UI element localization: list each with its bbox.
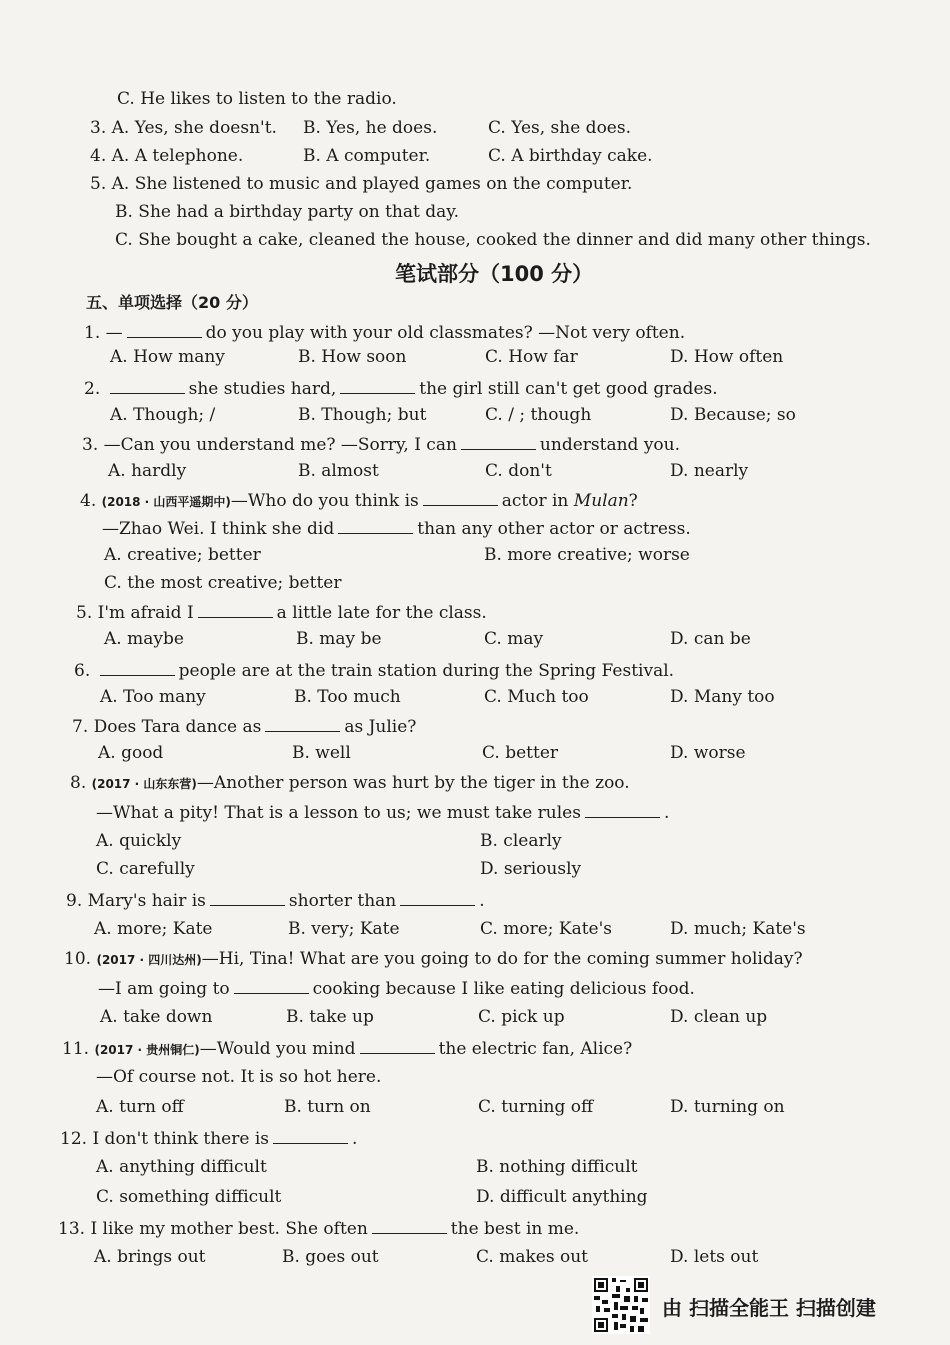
question-text: —Hi, Tina! What are you going to do for the coming summer holiday? xyxy=(201,949,803,969)
listening-option: 5. A. She listened to music and played games on the computer. xyxy=(90,174,633,194)
answer-blank xyxy=(340,376,415,394)
question-text: —Another person was hurt by the tiger in the zoo. xyxy=(196,773,630,793)
answer-blank xyxy=(127,320,202,338)
scanner-credit: 由 扫描全能王 扫描创建 xyxy=(662,1296,876,1320)
question-text: than any other actor or actress. xyxy=(417,519,691,539)
listening-option: B. She had a birthday party on that day. xyxy=(115,202,460,222)
answer-option: B. turn on xyxy=(284,1097,371,1117)
question-text: 11. xyxy=(62,1039,95,1059)
question-source: (2018 · 山西平遥期中) xyxy=(101,495,231,509)
listening-option: C. She bought a cake, cleaned the house, cooked the dinner and did many other things. xyxy=(115,230,871,250)
answer-blank xyxy=(360,1036,435,1054)
question-stem xyxy=(80,488,638,513)
question-source: (2017 · 山东东营) xyxy=(91,777,197,791)
answer-option: A. take down xyxy=(100,1007,213,1027)
question-text: the best in me. xyxy=(450,1219,580,1239)
answer-option: D. difficult anything xyxy=(476,1187,648,1207)
question-source: (2017 · 贵州铜仁) xyxy=(94,1043,200,1057)
question-text: 3. —Can you understand me? —Sorry, I can xyxy=(82,435,457,455)
answer-option: D. clean up xyxy=(670,1007,768,1027)
scanner-footer xyxy=(592,1276,932,1334)
answer-option: A. hardly xyxy=(108,461,187,481)
listening-option: B. A computer. xyxy=(303,146,431,166)
question-stem xyxy=(76,600,487,624)
answer-option: C. carefully xyxy=(96,859,195,879)
answer-option: B. Though; but xyxy=(298,405,427,425)
listening-option: B. Yes, he does. xyxy=(303,118,438,138)
answer-blank xyxy=(400,888,475,906)
question-stem xyxy=(66,888,485,912)
listening-option: 3. A. Yes, she doesn't. xyxy=(90,118,277,138)
answer-option: C. something difficult xyxy=(96,1187,282,1207)
question-text: —I am going to xyxy=(98,979,230,999)
question-stem xyxy=(74,658,674,682)
answer-option: B. almost xyxy=(298,461,379,481)
answer-option: A. maybe xyxy=(104,629,184,649)
question-text: actor in xyxy=(501,491,574,511)
question-text: understand you. xyxy=(539,435,681,455)
answer-option: A. How many xyxy=(110,347,225,367)
question-text: —Would you mind xyxy=(199,1039,356,1059)
question-text: do you play with your old classmates? —Not very often. xyxy=(205,323,686,343)
answer-option: A. good xyxy=(98,743,164,763)
answer-option: D. lets out xyxy=(670,1247,759,1267)
answer-option: C. more; Kate's xyxy=(480,919,613,939)
answer-blank xyxy=(372,1216,447,1234)
question-text: 13. I like my mother best. She often xyxy=(58,1219,368,1239)
answer-option: A. more; Kate xyxy=(94,919,213,939)
answer-option: B. may be xyxy=(296,629,382,649)
answer-option: B. nothing difficult xyxy=(476,1157,638,1177)
question-text: 9. Mary's hair is xyxy=(66,891,206,911)
question-stem xyxy=(84,320,685,344)
answer-option: D. Because; so xyxy=(670,405,796,425)
answer-option: D. seriously xyxy=(480,859,582,879)
answer-option: A. anything difficult xyxy=(96,1157,267,1177)
question-italic-title: Mulan xyxy=(573,491,629,511)
question-text: —What a pity! That is a lesson to us; we must take rules xyxy=(96,803,581,823)
answer-blank xyxy=(585,800,660,818)
answer-option: C. better xyxy=(482,743,559,763)
answer-option: B. How soon xyxy=(298,347,407,367)
question-stem xyxy=(58,1216,579,1240)
question-text: . xyxy=(663,803,670,823)
answer-option: C. may xyxy=(484,629,544,649)
question-text: ? xyxy=(628,491,638,511)
answer-option: D. can be xyxy=(670,629,751,649)
qr-code-icon xyxy=(592,1276,650,1334)
answer-blank xyxy=(338,516,413,534)
answer-option: D. nearly xyxy=(670,461,749,481)
question-text: as Julie? xyxy=(344,717,417,737)
answer-option: C. makes out xyxy=(476,1247,588,1267)
question-text: 12. I don't think there is xyxy=(60,1129,269,1149)
answer-blank xyxy=(234,976,309,994)
question-text: shorter than xyxy=(288,891,397,911)
answer-option: B. take up xyxy=(286,1007,374,1027)
answer-option: A. quickly xyxy=(96,831,182,851)
answer-option: A. Too many xyxy=(100,687,206,707)
answer-option: C. pick up xyxy=(478,1007,565,1027)
answer-blank xyxy=(423,488,498,506)
answer-blank xyxy=(100,658,175,676)
question-text: people are at the train station during the Spring Festival. xyxy=(178,661,675,681)
answer-option: C. don't xyxy=(485,461,552,481)
section-heading: 五、单项选择（20 分） xyxy=(86,293,258,312)
answer-option: C. How far xyxy=(485,347,578,367)
listening-option: C. A birthday cake. xyxy=(488,146,653,166)
answer-option: D. worse xyxy=(670,743,746,763)
question-stem xyxy=(62,1036,632,1061)
question-text: 6. xyxy=(74,661,96,681)
question-text: —Who do you think is xyxy=(230,491,419,511)
answer-option: B. goes out xyxy=(282,1247,379,1267)
listening-option: C. Yes, she does. xyxy=(488,118,631,138)
question-text: she studies hard, xyxy=(188,379,337,399)
answer-option: D. much; Kate's xyxy=(670,919,806,939)
answer-option: D. How often xyxy=(670,347,784,367)
question-text: . xyxy=(352,1129,358,1149)
question-text: —Of course not. It is so hot here. xyxy=(96,1067,382,1087)
question-dialogue xyxy=(98,976,695,1000)
question-text: the electric fan, Alice? xyxy=(438,1039,633,1059)
listening-option: C. He likes to listen to the radio. xyxy=(117,89,397,109)
question-stem xyxy=(82,432,680,456)
listening-option: 4. A. A telephone. xyxy=(90,146,244,166)
answer-blank xyxy=(265,714,340,732)
answer-option: B. very; Kate xyxy=(288,919,400,939)
answer-option: C. Much too xyxy=(484,687,589,707)
question-stem xyxy=(72,714,416,738)
answer-option: D. Many too xyxy=(670,687,775,707)
answer-option: C. the most creative; better xyxy=(104,573,342,593)
answer-option: C. / ; though xyxy=(485,405,592,425)
question-stem xyxy=(60,1126,357,1150)
question-stem xyxy=(64,948,803,971)
question-stem xyxy=(84,376,718,400)
answer-blank xyxy=(461,432,536,450)
answer-option: A. turn off xyxy=(96,1097,184,1117)
answer-option: C. turning off xyxy=(478,1097,594,1117)
question-text: 10. xyxy=(64,949,97,969)
question-text: the girl still can't get good grades. xyxy=(419,379,718,399)
question-text: . xyxy=(479,891,485,911)
question-text: 4. xyxy=(80,491,102,511)
answer-option: A. creative; better xyxy=(104,545,261,565)
answer-blank xyxy=(210,888,285,906)
question-text: 5. I'm afraid I xyxy=(76,603,194,623)
answer-option: A. Though; / xyxy=(110,405,216,425)
question-text: 8. xyxy=(70,773,92,793)
question-text: 7. Does Tara dance as xyxy=(72,717,262,737)
question-stem xyxy=(70,772,630,795)
question-text: —Zhao Wei. I think she did xyxy=(102,519,335,539)
question-dialogue xyxy=(96,1066,381,1088)
answer-blank xyxy=(273,1126,348,1144)
section-title: 笔试部分（100 分） xyxy=(395,262,594,286)
answer-option: A. brings out xyxy=(94,1247,206,1267)
question-dialogue xyxy=(102,516,691,540)
question-text: a little late for the class. xyxy=(276,603,487,623)
answer-blank xyxy=(110,376,185,394)
answer-option: B. clearly xyxy=(480,831,562,851)
question-text: 1. — xyxy=(84,323,123,343)
question-text: 2. xyxy=(84,379,106,399)
answer-option: B. more creative; worse xyxy=(484,545,690,565)
answer-blank xyxy=(198,600,273,618)
answer-option: B. Too much xyxy=(294,687,401,707)
question-source: (2017 · 四川达州) xyxy=(96,953,202,967)
answer-option: B. well xyxy=(292,743,351,763)
question-text: cooking because I like eating delicious food. xyxy=(312,979,695,999)
answer-option: D. turning on xyxy=(670,1097,785,1117)
question-dialogue xyxy=(96,800,669,824)
